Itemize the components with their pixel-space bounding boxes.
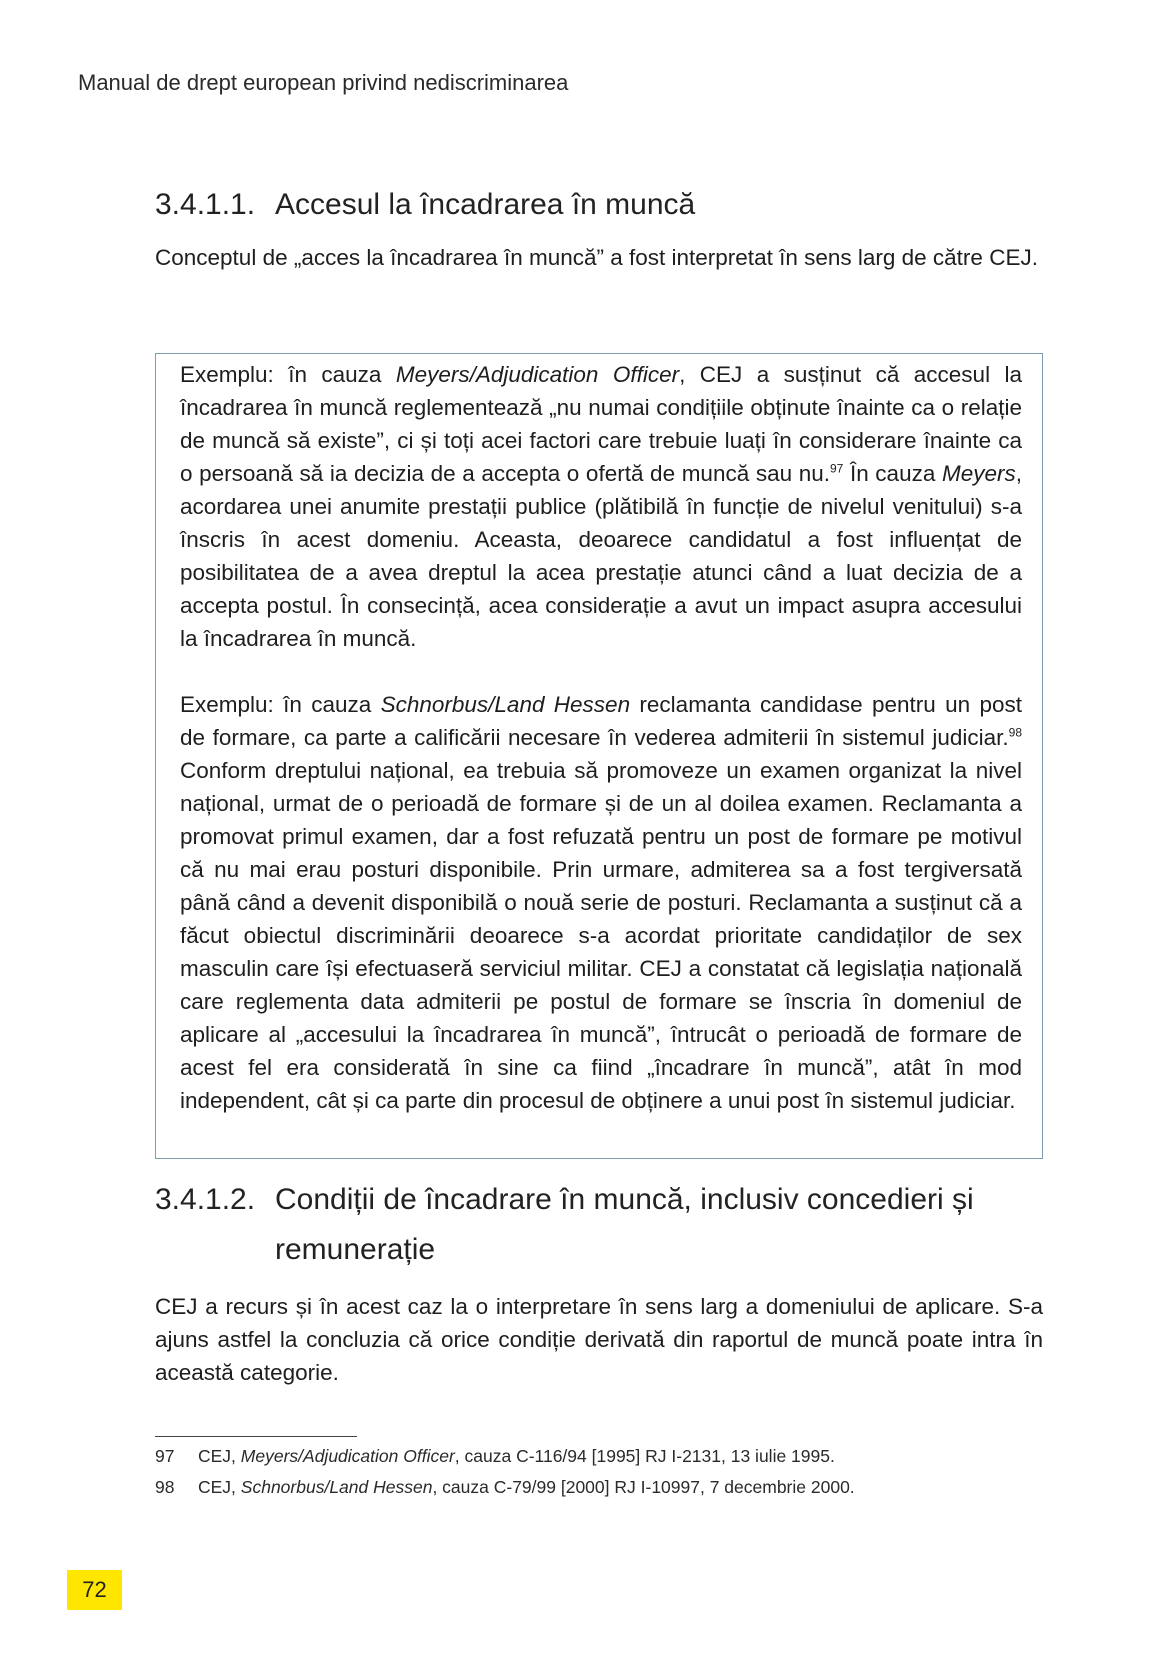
footnote-case-name: Schnorbus/Land Hessen <box>240 1477 433 1497</box>
footnote-number: 97 <box>155 1446 175 1466</box>
footnote-text: , cauza C-79/99 [2000] RJ I-10997, 7 decembrie 2000. <box>432 1477 855 1497</box>
example-text: , CEJ a susținut că accesul la încadrarea în muncă reglementează „nu numai condițiile obținute înainte ca o relație de muncă să existe”, ci și toți acei factori care trebuie luați în considerare înainte ca o persoană să ia decizia de a accepta o ofertă de muncă sau nu. <box>180 362 1022 486</box>
section-heading-3-4-1-2 <box>155 1175 1035 1275</box>
example-meyers <box>180 358 1022 655</box>
footnote-number: 98 <box>155 1477 175 1497</box>
section-intro-paragraph: CEJ a recurs și în acest caz la o interpretare în sens larg a domeniului de aplicare. S-a ajuns astfel la concluzia că orice condiție derivată din raportul de muncă poate intra în această categorie. <box>155 1294 1043 1385</box>
example-schnorbus <box>180 688 1022 1117</box>
footnote-ref-97[interactable]: 97 <box>829 461 844 476</box>
page-number: 72 <box>67 1570 122 1610</box>
footnote-text: , cauza C-116/94 [1995] RJ I-2131, 13 iulie 1995. <box>454 1446 835 1466</box>
footnote-ref-98[interactable]: 98 <box>1008 725 1022 740</box>
footnote-case-name: Meyers/Adjudication Officer <box>240 1446 455 1466</box>
example-text: Conform dreptului național, ea trebuia să promoveze un examen organizat la nivel național, urmat de o perioadă de formare și de un al doilea examen. Reclamanta a promovat primul examen, dar a fost refuzată pentru un post de formare pe motivul că nu mai erau posturi disponibile. Prin urmare, admiterea sa a fost tergiversată până când a devenit disponibilă o nouă serie de posturi. Reclamanta a susținut că a făcut obiectul discriminării deoarece s-a acordat prioritate candidaților de sex masculin care își efectuaseră serviciul militar. CEJ a constatat că legislația națională care reglementa data admiterii pe postul de formare se înscria în domeniul de aplicare al „accesului la încadrarea în muncă”, întrucât o perioadă de formare de acest fel era considerată în sine ca fiind „încadrare în muncă”, atât în mod independent, cât și ca parte din procesul de obținere a unui post în sistemul judiciar. <box>180 758 1022 1113</box>
example-text: reclamanta candidase pentru un post de formare, ca parte a calificării necesare în vederea admiterii în sistemul judiciar. <box>180 692 1022 750</box>
case-name: Meyers/Adjudication Officer <box>395 362 680 387</box>
footnote-divider <box>155 1436 357 1437</box>
section-title: Accesul la încadrarea în muncă <box>275 188 696 221</box>
example-text: , acordarea unei anumite prestații publice (plătibilă în funcție de nivelul venitului) s-a înscris în acest domeniu. Aceasta, deoarece candidatul a fost influențat de posibilitatea de a avea dreptul la acea prestație atunci când a luat decizia de a accepta postul. În consecință, acea considerație a avut un impact asupra accesului la încadrarea în muncă. <box>180 461 1022 651</box>
example-text: În cauza <box>843 461 942 486</box>
footnote-text: CEJ, <box>198 1446 241 1466</box>
example-text: Exemplu: în cauza <box>180 692 381 717</box>
footnote-97 <box>155 1446 835 1467</box>
running-header: Manual de drept european privind nediscriminarea <box>78 70 569 95</box>
footnote-98 <box>155 1477 855 1498</box>
example-text: Exemplu: în cauza <box>180 362 396 387</box>
section-number: 3.4.1.2. <box>155 1183 256 1216</box>
example-box <box>155 353 1043 1159</box>
footnote-text: CEJ, <box>198 1477 241 1497</box>
section-heading-3-4-1-1 <box>155 180 695 230</box>
section-title: Condiții de încadrare în muncă, inclusiv concedieri și remunerație <box>275 1183 974 1266</box>
section-number: 3.4.1.1. <box>155 188 256 221</box>
case-name: Schnorbus/Land Hessen <box>380 692 631 717</box>
section-intro-paragraph: Conceptul de „acces la încadrarea în muncă” a fost interpretat în sens larg de către CEJ. <box>155 245 1038 270</box>
case-name: Meyers <box>941 461 1016 486</box>
